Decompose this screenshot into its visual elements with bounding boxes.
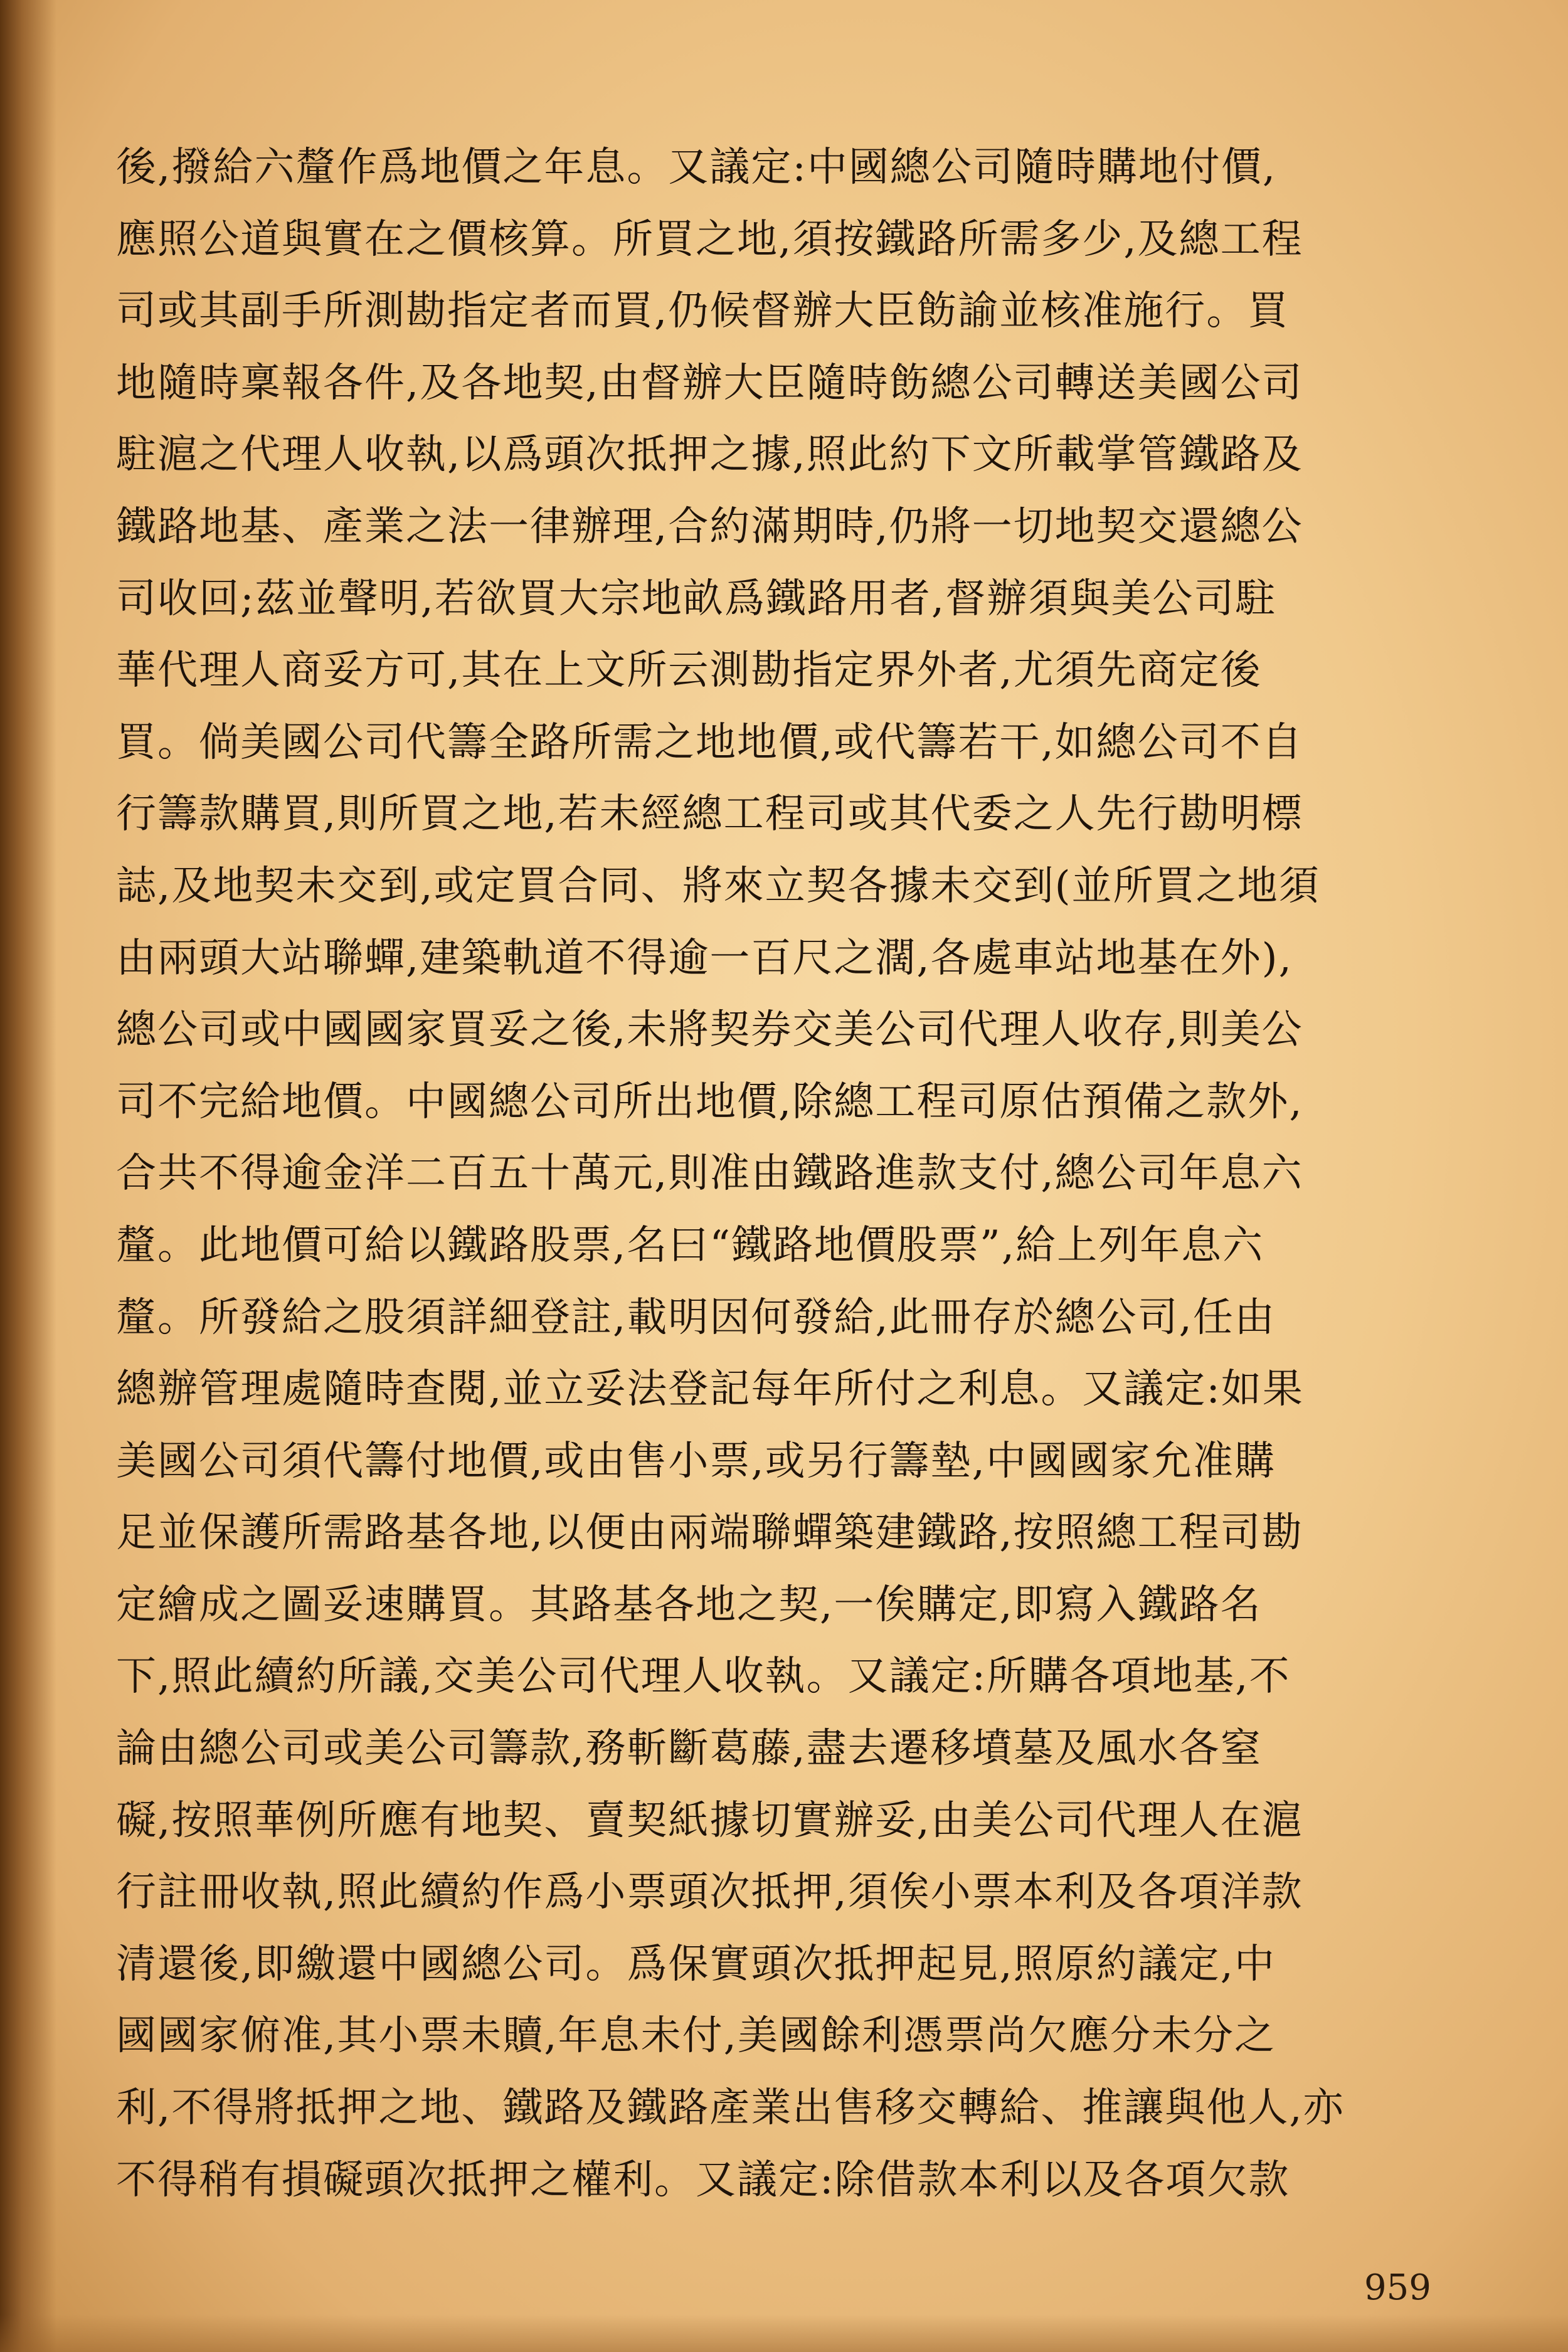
text-line: 論由總公司或美公司籌款,務斬斷葛藤,盡去遷移墳墓及風水各窒: [116, 1725, 1262, 1772]
text-line: 合共不得逾金洋二百五十萬元,則准由鐵路進款支付,總公司年息六: [116, 1150, 1303, 1197]
text-line: 買。倘美國公司代籌全路所需之地地價,或代籌若干,如總公司不自: [116, 719, 1303, 766]
text-line: 定繪成之圖妥速購買。其路基各地之契,一俟購定,即寫入鐵路名: [116, 1581, 1262, 1628]
text-line: 地隨時稟報各件,及各地契,由督辦大臣隨時飭總公司轉送美國公司: [116, 359, 1303, 406]
page-number: 959: [1364, 2267, 1431, 2308]
text-line: 應照公道與實在之價核算。所買之地,須按鐵路所需多少,及總工程: [116, 216, 1303, 263]
text-line: 司收回;茲並聲明,若欲買大宗地畝爲鐵路用者,督辦須與美公司駐: [116, 575, 1277, 622]
text-line: 司不完給地價。中國總公司所出地價,除總工程司原估預備之款外,: [116, 1078, 1303, 1125]
text-line: 誌,及地契未交到,或定買合同、將來立契各據未交到(並所買之地須: [116, 862, 1320, 909]
text-line: 行註冊收執,照此續約作爲小票頭次抵押,須俟小票本利及各項洋款: [116, 1869, 1303, 1916]
text-line: 下,照此續約所議,交美公司代理人收執。又議定:所購各項地基,不: [116, 1653, 1291, 1700]
text-line: 國國家俯准,其小票未贖,年息未付,美國餘利憑票尚欠應分未分之: [116, 2013, 1276, 2060]
text-line: 釐。此地價可給以鐵路股票,名曰“鐵路地價股票”,給上列年息六: [116, 1222, 1264, 1269]
page-body-text: [116, 132, 1483, 2216]
book-spine-shadow: [0, 0, 56, 2352]
page-bottom-shadow: [0, 2314, 1568, 2352]
text-line: 鐵路地基、產業之法一律辦理,合約滿期時,仍將一切地契交還總公: [116, 503, 1303, 550]
text-line: 不得稍有損礙頭次抵押之權利。又議定:除借款本利以及各項欠款: [116, 2156, 1290, 2203]
text-line: 礙,按照華例所應有地契、賣契紙據切實辦妥,由美公司代理人在滬: [116, 1797, 1303, 1844]
text-line: 行籌款購買,則所買之地,若未經總工程司或其代委之人先行勘明標: [116, 791, 1303, 838]
text-line: 司或其副手所測勘指定者而買,仍候督辦大臣飭諭並核准施行。買: [116, 288, 1290, 335]
text-line: 華代理人商妥方可,其在上文所云測勘指定界外者,尤須先商定後: [116, 647, 1262, 694]
text-line: 利,不得將抵押之地、鐵路及鐵路產業出售移交轉給、推讓與他人,亦: [116, 2085, 1345, 2132]
text-line: 總辦管理處隨時查閱,並立妥法登記每年所付之利息。又議定:如果: [116, 1366, 1304, 1413]
text-line: 釐。所發給之股須詳細登註,載明因何發給,此冊存於總公司,任由: [116, 1294, 1276, 1341]
text-line: 總公司或中國國家買妥之後,未將契券交美公司代理人收存,則美公: [116, 1007, 1303, 1054]
text-line: 由兩頭大站聯蟬,建築軌道不得逾一百尺之濶,各處車站地基在外),: [116, 935, 1293, 982]
text-line: 清還後,即繳還中國總公司。爲保實頭次抵押起見,照原約議定,中: [116, 1941, 1276, 1988]
text-line: 駐滬之代理人收執,以爲頭次抵押之據,照此約下文所載掌管鐵路及: [116, 432, 1303, 479]
text-line: 後,撥給六釐作爲地價之年息。又議定:中國總公司隨時購地付價,: [116, 144, 1277, 191]
text-line: 足並保護所需路基各地,以便由兩端聯蟬築建鐵路,按照總工程司勘: [116, 1510, 1303, 1557]
text-line: 美國公司須代籌付地價,或由售小票,或另行籌墊,中國國家允准購: [116, 1438, 1276, 1485]
